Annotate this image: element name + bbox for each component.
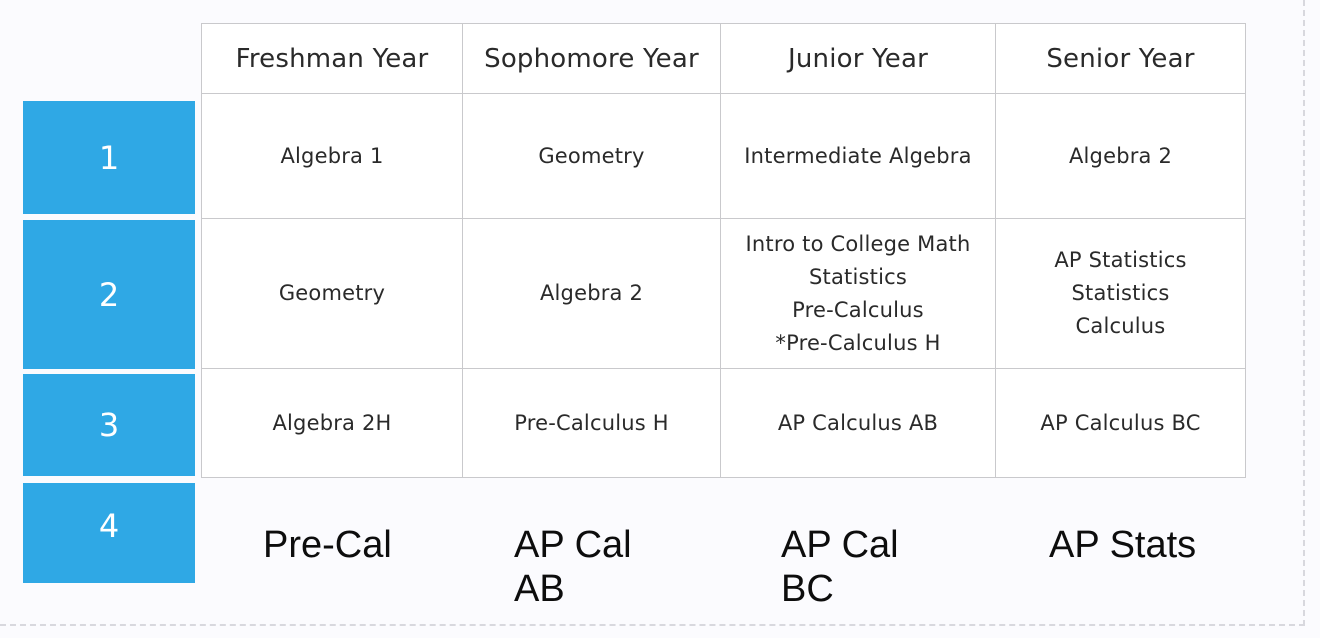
course-name: AB xyxy=(514,568,565,610)
course-name: Algebra 2 xyxy=(539,281,644,305)
cell-row1-freshman xyxy=(201,93,463,219)
cell-row2-sophomore xyxy=(462,218,721,369)
cell-row3-sophomore xyxy=(462,368,721,478)
cell-row3-freshman xyxy=(201,368,463,478)
course-name: Statistics xyxy=(1071,281,1170,305)
row-label-4: 4 xyxy=(23,483,195,583)
cell-row3-senior xyxy=(995,368,1246,478)
row-label-1: 1 xyxy=(23,101,195,214)
course-name: BC xyxy=(781,568,834,610)
course-name: Pre-Cal xyxy=(263,524,392,566)
course-name: AP Calculus AB xyxy=(777,410,939,435)
cell-row1-junior xyxy=(720,93,996,219)
row4-junior-text xyxy=(781,523,899,611)
header-sophomore-year: Sophomore Year xyxy=(462,23,721,94)
course-name: Geometry xyxy=(538,143,645,168)
cell-row3-junior xyxy=(720,368,996,478)
course-name: Intermediate Algebra xyxy=(744,143,972,168)
row4-sophomore-text xyxy=(514,523,632,611)
cell-row2-freshman xyxy=(201,218,463,369)
course-name: Pre-Calculus xyxy=(792,297,924,322)
course-name: Geometry xyxy=(278,281,386,305)
course-name: AP Cal xyxy=(514,524,632,566)
course-name: AP Stats xyxy=(1049,524,1197,566)
cell-row2-senior xyxy=(995,218,1246,369)
header-freshman-year: Freshman Year xyxy=(201,23,463,94)
header-senior-year: Senior Year xyxy=(995,23,1246,94)
row4-senior-text xyxy=(1049,523,1196,567)
course-name: AP Calculus BC xyxy=(1040,410,1201,435)
course-name: Calculus xyxy=(1075,314,1166,338)
course-name: Statistics xyxy=(809,264,907,289)
course-name: Intro to College Math xyxy=(745,231,971,256)
course-name: Pre-Calculus H xyxy=(514,410,669,435)
row-label-2: 2 xyxy=(23,220,195,369)
cell-row1-senior xyxy=(995,93,1246,219)
row-label-3: 3 xyxy=(23,374,195,476)
header-junior-year: Junior Year xyxy=(720,23,996,94)
course-name: Algebra 1 xyxy=(280,143,384,168)
course-name: Algebra 2H xyxy=(272,410,392,435)
row4-freshman-text xyxy=(263,523,392,567)
cell-row1-sophomore xyxy=(462,93,721,219)
course-name: AP Cal xyxy=(781,524,899,566)
course-name: *Pre-Calculus H xyxy=(775,330,941,355)
course-name: Algebra 2 xyxy=(1068,143,1173,168)
course-name: AP Statistics xyxy=(1054,248,1187,272)
cell-row2-junior xyxy=(720,218,996,369)
